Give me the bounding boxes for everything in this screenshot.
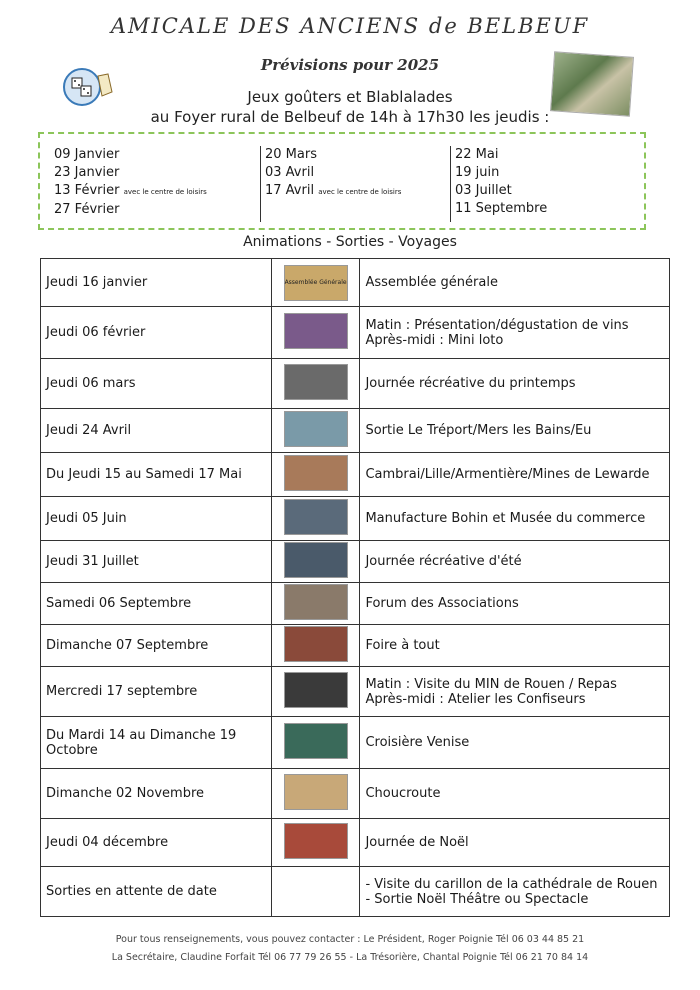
event-description-line-2: Après-midi : Atelier les Confiseurs — [365, 691, 586, 707]
event-description-line-1: Journée de Noël — [365, 835, 469, 850]
event-description-line-1: Matin : Visite du MIN de Rouen / Repas — [365, 676, 617, 692]
event-photo — [284, 455, 348, 491]
thursday-date-text: 20 Mars — [265, 147, 317, 162]
event-description-line-1: Matin : Présentation/dégustation de vins — [365, 317, 629, 333]
event-image-cell — [271, 541, 360, 583]
event-description-line-1: Croisière Venise — [365, 735, 470, 750]
event-description-line-1: Journée récréative d'été — [365, 554, 522, 569]
event-photo — [284, 313, 348, 349]
event-photo — [284, 672, 348, 708]
event-photo — [284, 542, 348, 578]
events-table — [40, 258, 670, 917]
event-row — [41, 359, 670, 409]
event-description — [360, 359, 670, 409]
event-date: Du Mardi 14 au Dimanche 19 Octobre — [41, 717, 272, 769]
event-image-cell — [271, 259, 360, 307]
event-description — [360, 541, 670, 583]
event-date: Mercredi 17 septembre — [41, 667, 272, 717]
event-description-line-1: Forum des Associations — [365, 596, 519, 611]
section-title: Animations - Sorties - Voyages — [243, 234, 457, 250]
dates-column-2 — [260, 146, 455, 222]
event-row — [41, 541, 670, 583]
event-description — [360, 583, 670, 625]
event-date: Dimanche 02 Novembre — [41, 769, 272, 819]
event-row — [41, 819, 670, 867]
event-image-cell — [271, 717, 360, 769]
event-photo — [284, 364, 348, 400]
thursday-date — [54, 146, 259, 164]
event-image-cell — [271, 307, 360, 359]
thursday-date — [455, 182, 635, 200]
event-row — [41, 625, 670, 667]
event-image-cell — [271, 867, 360, 917]
thursday-date-note: avec le centre de loisirs — [123, 188, 207, 196]
event-image-cell — [271, 359, 360, 409]
event-photo — [284, 823, 348, 859]
event-date: Du Jeudi 15 au Samedi 17 Mai — [41, 453, 272, 497]
thursday-date-text: 11 Septembre — [455, 201, 548, 216]
event-description — [360, 453, 670, 497]
event-image-cell — [271, 409, 360, 453]
event-photo — [284, 411, 348, 447]
event-date: Jeudi 16 janvier — [41, 259, 272, 307]
event-description — [360, 409, 670, 453]
event-description-line-1: Choucroute — [365, 786, 441, 801]
thursday-date-text: 27 Février — [54, 202, 120, 217]
event-description — [360, 625, 670, 667]
thursday-date-text: 22 Mai — [455, 147, 499, 162]
intro-line-1: Jeux goûters et Blablalades — [247, 88, 453, 106]
event-description — [360, 259, 670, 307]
event-date: Jeudi 06 mars — [41, 359, 272, 409]
event-description-line-1: Foire à tout — [365, 638, 440, 653]
event-description — [360, 819, 670, 867]
thursday-date-text: 03 Avril — [265, 165, 315, 180]
event-image-cell — [271, 819, 360, 867]
event-image-cell — [271, 453, 360, 497]
thursday-date — [54, 164, 259, 182]
event-image-cell — [271, 769, 360, 819]
event-description-line-1: - Visite du carillon de la cathédrale de Rouen — [365, 876, 658, 892]
footer-contact-line-1: Pour tous renseignements, vous pouvez contacter : Le Président, Roger Poignie Tél 06 03 44 85 21 — [115, 934, 585, 945]
event-row — [41, 453, 670, 497]
thursday-date — [265, 146, 455, 164]
event-row — [41, 667, 670, 717]
event-row — [41, 583, 670, 625]
event-image-cell — [271, 667, 360, 717]
event-description — [360, 497, 670, 541]
event-row — [41, 717, 670, 769]
event-description — [360, 667, 670, 717]
event-photo — [284, 499, 348, 535]
footer-contact-line-2: La Secrétaire, Claudine Forfait Tél 06 77 79 26 55 - La Trésorière, Chantal Poignie Tél 06 21 70 84 14 — [111, 952, 589, 963]
event-photo: Assemblée Générale — [284, 265, 348, 301]
event-row — [41, 867, 670, 917]
thursday-date-text: 23 Janvier — [54, 165, 120, 180]
event-description-line-1: Cambrai/Lille/Armentière/Mines de Lewarde — [365, 467, 650, 482]
event-description — [360, 867, 670, 917]
event-description-line-1: Journée récréative du printemps — [365, 376, 576, 391]
thursday-date — [265, 182, 455, 201]
event-row — [41, 259, 670, 307]
event-date: Jeudi 06 février — [41, 307, 272, 359]
intro-line-2: au Foyer rural de Belbeuf de 14h à 17h30 les jeudis : — [150, 108, 550, 126]
event-description — [360, 307, 670, 359]
event-image-cell — [271, 625, 360, 667]
thursday-date-text: 19 juin — [455, 165, 500, 180]
event-description-line-1: Assemblée générale — [365, 275, 498, 290]
event-row — [41, 769, 670, 819]
thursday-date — [455, 200, 635, 218]
event-image-cell — [271, 497, 360, 541]
event-description-line-2: - Sortie Noël Théâtre ou Spectacle — [365, 891, 589, 907]
event-description — [360, 717, 670, 769]
event-description — [360, 769, 670, 819]
event-date: Jeudi 05 Juin — [41, 497, 272, 541]
event-description-line-2: Après-midi : Mini loto — [365, 332, 504, 348]
thursday-date-text: 03 Juillet — [455, 183, 512, 198]
thursday-date-text: 13 Février — [54, 183, 120, 198]
event-photo — [284, 774, 348, 810]
page-title: AMICALE DES ANCIENS de BELBEUF — [110, 14, 590, 38]
thursday-date — [455, 146, 635, 164]
thursday-dates-box — [38, 132, 646, 230]
thursday-date — [54, 182, 259, 201]
thursday-date — [54, 201, 259, 219]
event-date: Samedi 06 Septembre — [41, 583, 272, 625]
page-subtitle: Prévisions pour 2025 — [260, 56, 440, 74]
dates-column-3 — [450, 146, 635, 222]
event-description-line-1: Manufacture Bohin et Musée du commerce — [365, 511, 646, 526]
event-photo — [284, 626, 348, 662]
event-date: Dimanche 07 Septembre — [41, 625, 272, 667]
event-photo — [284, 723, 348, 759]
event-date: Jeudi 04 décembre — [41, 819, 272, 867]
event-row — [41, 497, 670, 541]
thursday-date-note: avec le centre de loisirs — [318, 188, 402, 196]
thursday-date-text: 17 Avril — [265, 183, 315, 198]
event-photo — [284, 584, 348, 620]
event-row — [41, 307, 670, 359]
event-image-cell — [271, 583, 360, 625]
dates-column-1 — [54, 146, 259, 219]
event-description-line-1: Sortie Le Tréport/Mers les Bains/Eu — [365, 423, 592, 438]
event-date: Sorties en attente de date — [41, 867, 272, 917]
thursday-date-text: 09 Janvier — [54, 147, 120, 162]
thursday-date — [265, 164, 455, 182]
event-date: Jeudi 24 Avril — [41, 409, 272, 453]
event-row — [41, 409, 670, 453]
event-date: Jeudi 31 Juillet — [41, 541, 272, 583]
thursday-date — [455, 164, 635, 182]
